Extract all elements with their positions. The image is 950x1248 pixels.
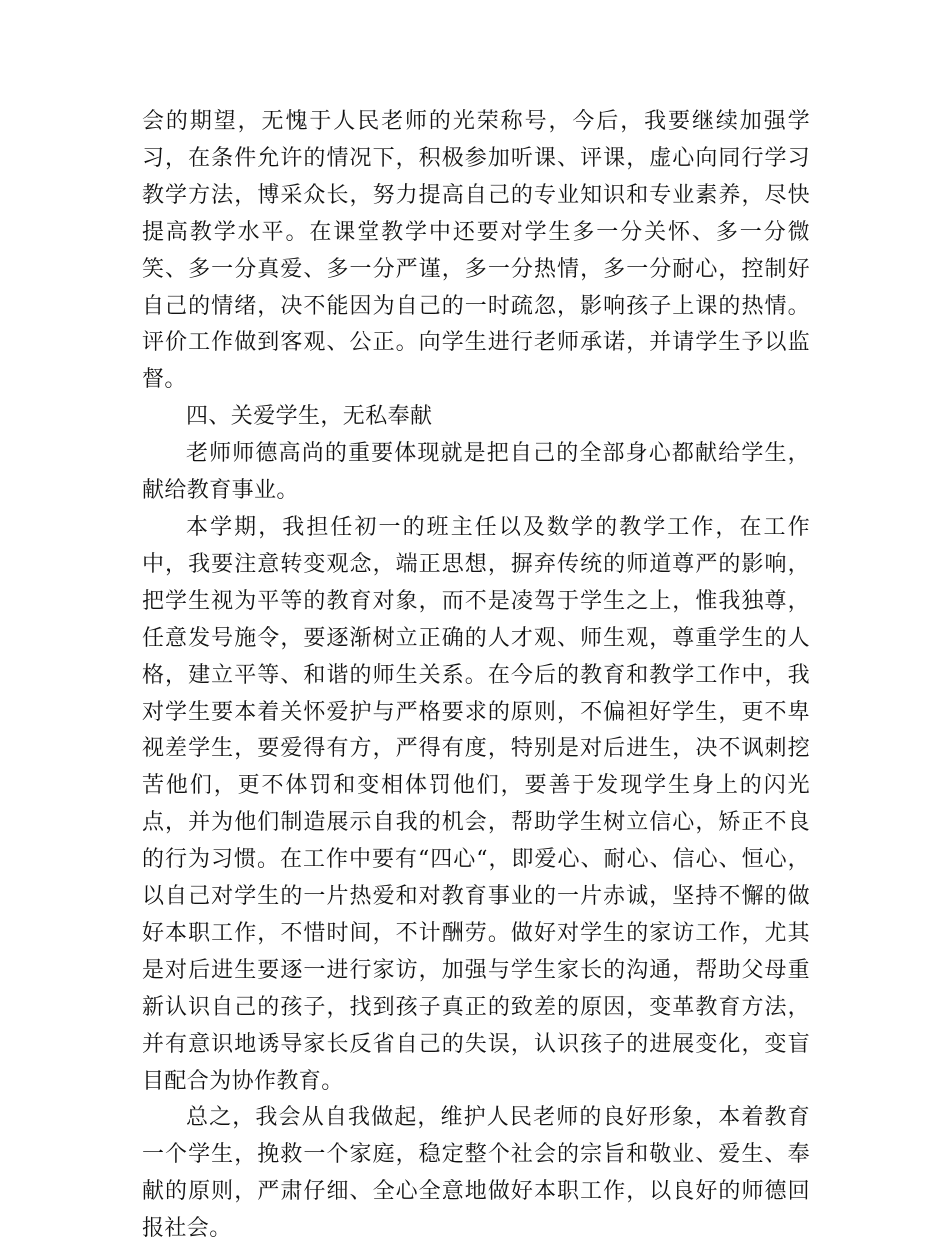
section-heading: 四、关爱学生，无私奉献 [186,404,433,430]
paragraph-conclusion: 总之，我会从自我做起，维护人民老师的良好形象，本着教育一个学生，挽救一个家庭，稳定整个社会的宗旨和敬业、爱生、奉献的原则，严肃仔细、全心全意地做好本职工作，以良好的师德回报社会。 [142,1105,810,1242]
paragraph: 本学期，我担任初一的班主任以及数学的教学工作，在工作中，我要注意转变观念，端正思想，摒弃传统的师道尊严的影响，把学生视为平等的教育对象，而不是凌驾于学生之上，惟我独尊，任意发号施令，要逐渐树立正确的人才观、师生观，尊重学生的人格，建立平等、和谐的师生关系。在今后的教育和教学工作中，我对学生要本着关怀爱护与严格要求的原则，不偏袒好学生，更不卑视差学生，要爱得有方，严得有度，特别是对后进生，决不讽刺挖苦他们，更不体罚和变相体罚他们，要善于发现学生身上的闪光点，并为他们制造展示自我的机会，帮助学生树立信心，矫正不良的行为习惯。在工作中要有“四心“，即爱心、耐心、信心、恒心，以自己对学生的一片热爱和对教育事业的一片赤诚，坚持不懈的做好本职工作，不惜时间，不计酬劳。做好对学生的家访工作，尤其是对后进生要逐一进行家访，加强与学生家长的沟通，帮助父母重新认识自己的孩子，找到孩子真正的致差的原因，变革教育方法，并有意识地诱导家长反省自己的失误，认识孩子的进展变化，变盲目配合为协作教育。 [142,514,810,1094]
paragraph: 老师师德高尚的重要体现就是把自己的全部身心都献给学生，献给教育事业。 [142,441,810,504]
paragraph-continuation: 会的期望，无愧于人民老师的光荣称号，今后，我要继续加强学习，在条件允许的情况下，积极参加听课、评课，虚心向同行学习教学方法，博采众长，努力提高自己的专业知识和专业素养，尽快提高教学水平。在课堂教学中还要对学生多一分关怀、多一分微笑、多一分真爱、多一分严谨，多一分热情，多一分耐心，控制好自己的情绪，决不能因为自己的一时疏忽，影响孩子上课的热情。评价工作做到客观、公正。向学生进行老师承诺，并请学生予以监督。 [142,109,810,393]
document-body [142,104,810,1248]
